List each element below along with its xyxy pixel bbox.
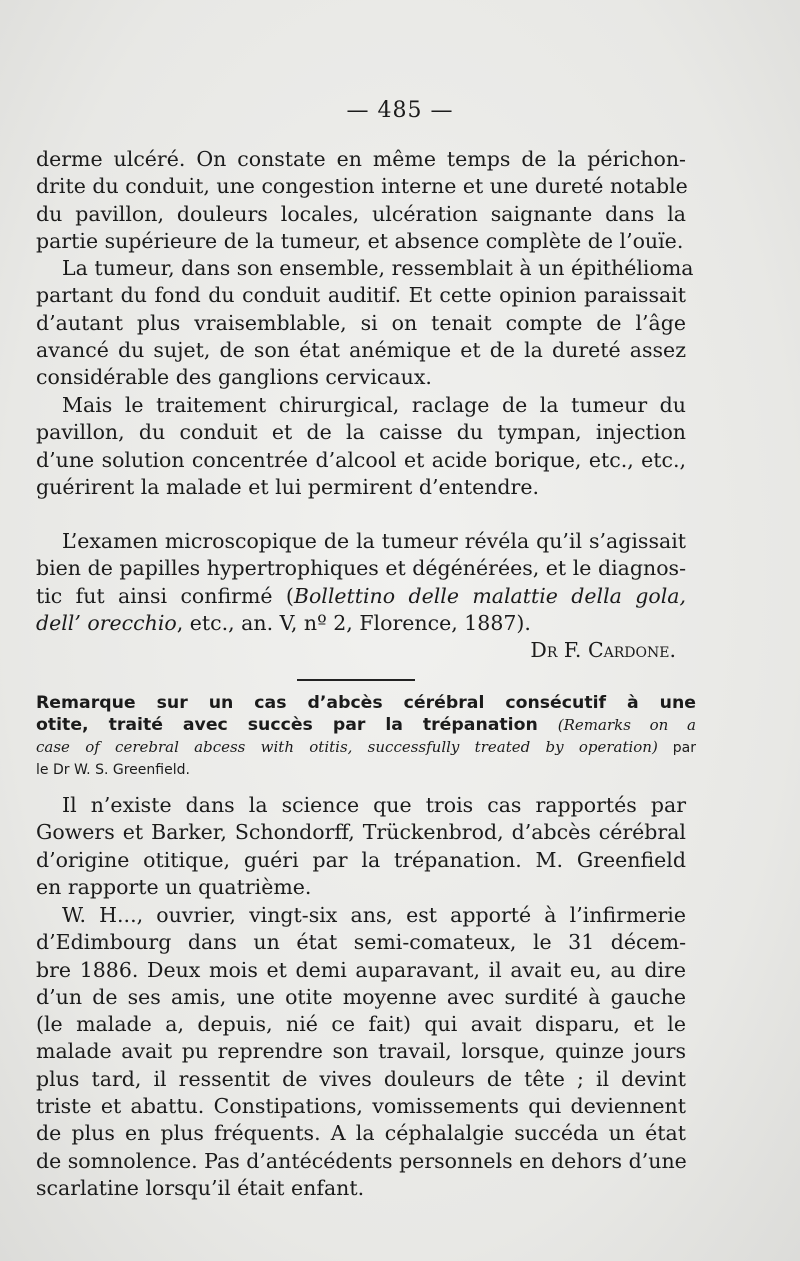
title-line: otite, traité avec succès par la trépanation (Remarks on a xyxy=(36,715,696,735)
title-line: Remarque sur un cas d’abcès cérébral consécutif à une xyxy=(36,693,696,713)
text-line: de somnolence. Pas d’antécédents personnels en dehors d’une xyxy=(36,1148,687,1173)
text-line: plus tard, il ressentit de vives douleurs de tête ; il devint xyxy=(36,1066,686,1091)
text-line: considérable des ganglions cervicaux. xyxy=(36,365,432,390)
text-line: d’origine otitique, guéri par la trépanation. M. Greenfield xyxy=(36,847,686,872)
text-line: malade avait pu reprendre son travail, lorsque, quinze jours xyxy=(36,1039,686,1064)
paragraph-5 xyxy=(36,792,686,901)
text-line: d’autant plus vraisemblable, si on tenait compte de l’âge xyxy=(36,310,686,335)
text-line: avancé du sujet, de son état anémique et de la dureté assez xyxy=(36,337,686,362)
text-line: partie supérieure de la tumeur, et absence complète de l’ouïe. xyxy=(36,228,684,253)
text-line: La tumeur, dans son ensemble, ressemblait à un épithélioma xyxy=(62,256,694,280)
section-divider xyxy=(297,679,415,681)
page-number: — 485 — xyxy=(346,98,454,123)
text-line: d’Edimbourg dans un état semi-comateux, le 31 décem- xyxy=(36,930,686,955)
text-line: bien de papilles hypertrophiques et dégénérées, et le diagnos- xyxy=(36,556,686,581)
text-line: L’examen microscopique de la tumeur révéla qu’il s’agissait xyxy=(62,529,686,553)
text-line: de plus en plus fréquents. A la céphalalgie succéda un état xyxy=(36,1121,686,1146)
paragraph-3 xyxy=(36,392,686,501)
title-line: case of cerebral abcess with otitis, successfully treated by operation) par xyxy=(36,738,697,756)
paragraph-2 xyxy=(36,255,694,391)
text-line: triste et abattu. Constipations, vomissements qui deviennent xyxy=(36,1094,686,1119)
text-line: W. H..., ouvrier, vingt-six ans, est apporté à l’infirmerie xyxy=(62,903,686,927)
text-line: derme ulcéré. On constate en même temps de la périchon- xyxy=(36,147,686,171)
signature: Dr F. Cardone. xyxy=(530,638,676,663)
text-line: d’un de ses amis, une otite moyenne avec surdité à gauche xyxy=(36,984,686,1009)
text-line: tic fut ainsi confirmé (Bollettino delle malattie della gola, xyxy=(36,583,686,608)
title-line: le Dr W. S. Greenfield. xyxy=(36,762,190,778)
text-line: dell’ orecchio, etc., an. V, nº 2, Florence, 1887). xyxy=(36,610,531,635)
paragraph-6 xyxy=(36,902,686,1202)
text-line: d’une solution concentrée d’alcool et acide borique, etc., etc., xyxy=(36,447,686,472)
text-line: Il n’existe dans la science que trois cas rapportés par xyxy=(62,793,686,817)
text-line: drite du conduit, une congestion interne et une dureté notable xyxy=(36,174,688,199)
text-line: partant du fond du conduit auditif. Et cette opinion paraissait xyxy=(36,283,686,308)
paragraph-4 xyxy=(36,528,686,664)
text-line: bre 1886. Deux mois et demi auparavant, il avait eu, au dire xyxy=(36,957,686,982)
text-line: en rapporte un quatrième. xyxy=(36,874,312,899)
text-line: scarlatine lorsqu’il était enfant. xyxy=(36,1175,365,1200)
text-line: guérirent la malade et lui permirent d’entendre. xyxy=(36,474,539,499)
text-line: pavillon, du conduit et de la caisse du tympan, injection xyxy=(36,420,686,445)
paragraph-1 xyxy=(36,146,686,255)
article-title xyxy=(36,692,696,781)
text-line: Mais le traitement chirurgical, raclage de la tumeur du xyxy=(62,393,686,417)
text-line: Gowers et Barker, Schondorff, Trückenbrod, d’abcès cérébral xyxy=(36,820,686,845)
text-line: du pavillon, douleurs locales, ulcération saignante dans la xyxy=(36,201,686,226)
text-line: (le malade a, depuis, nié ce fait) qui avait disparu, et le xyxy=(36,1012,686,1037)
